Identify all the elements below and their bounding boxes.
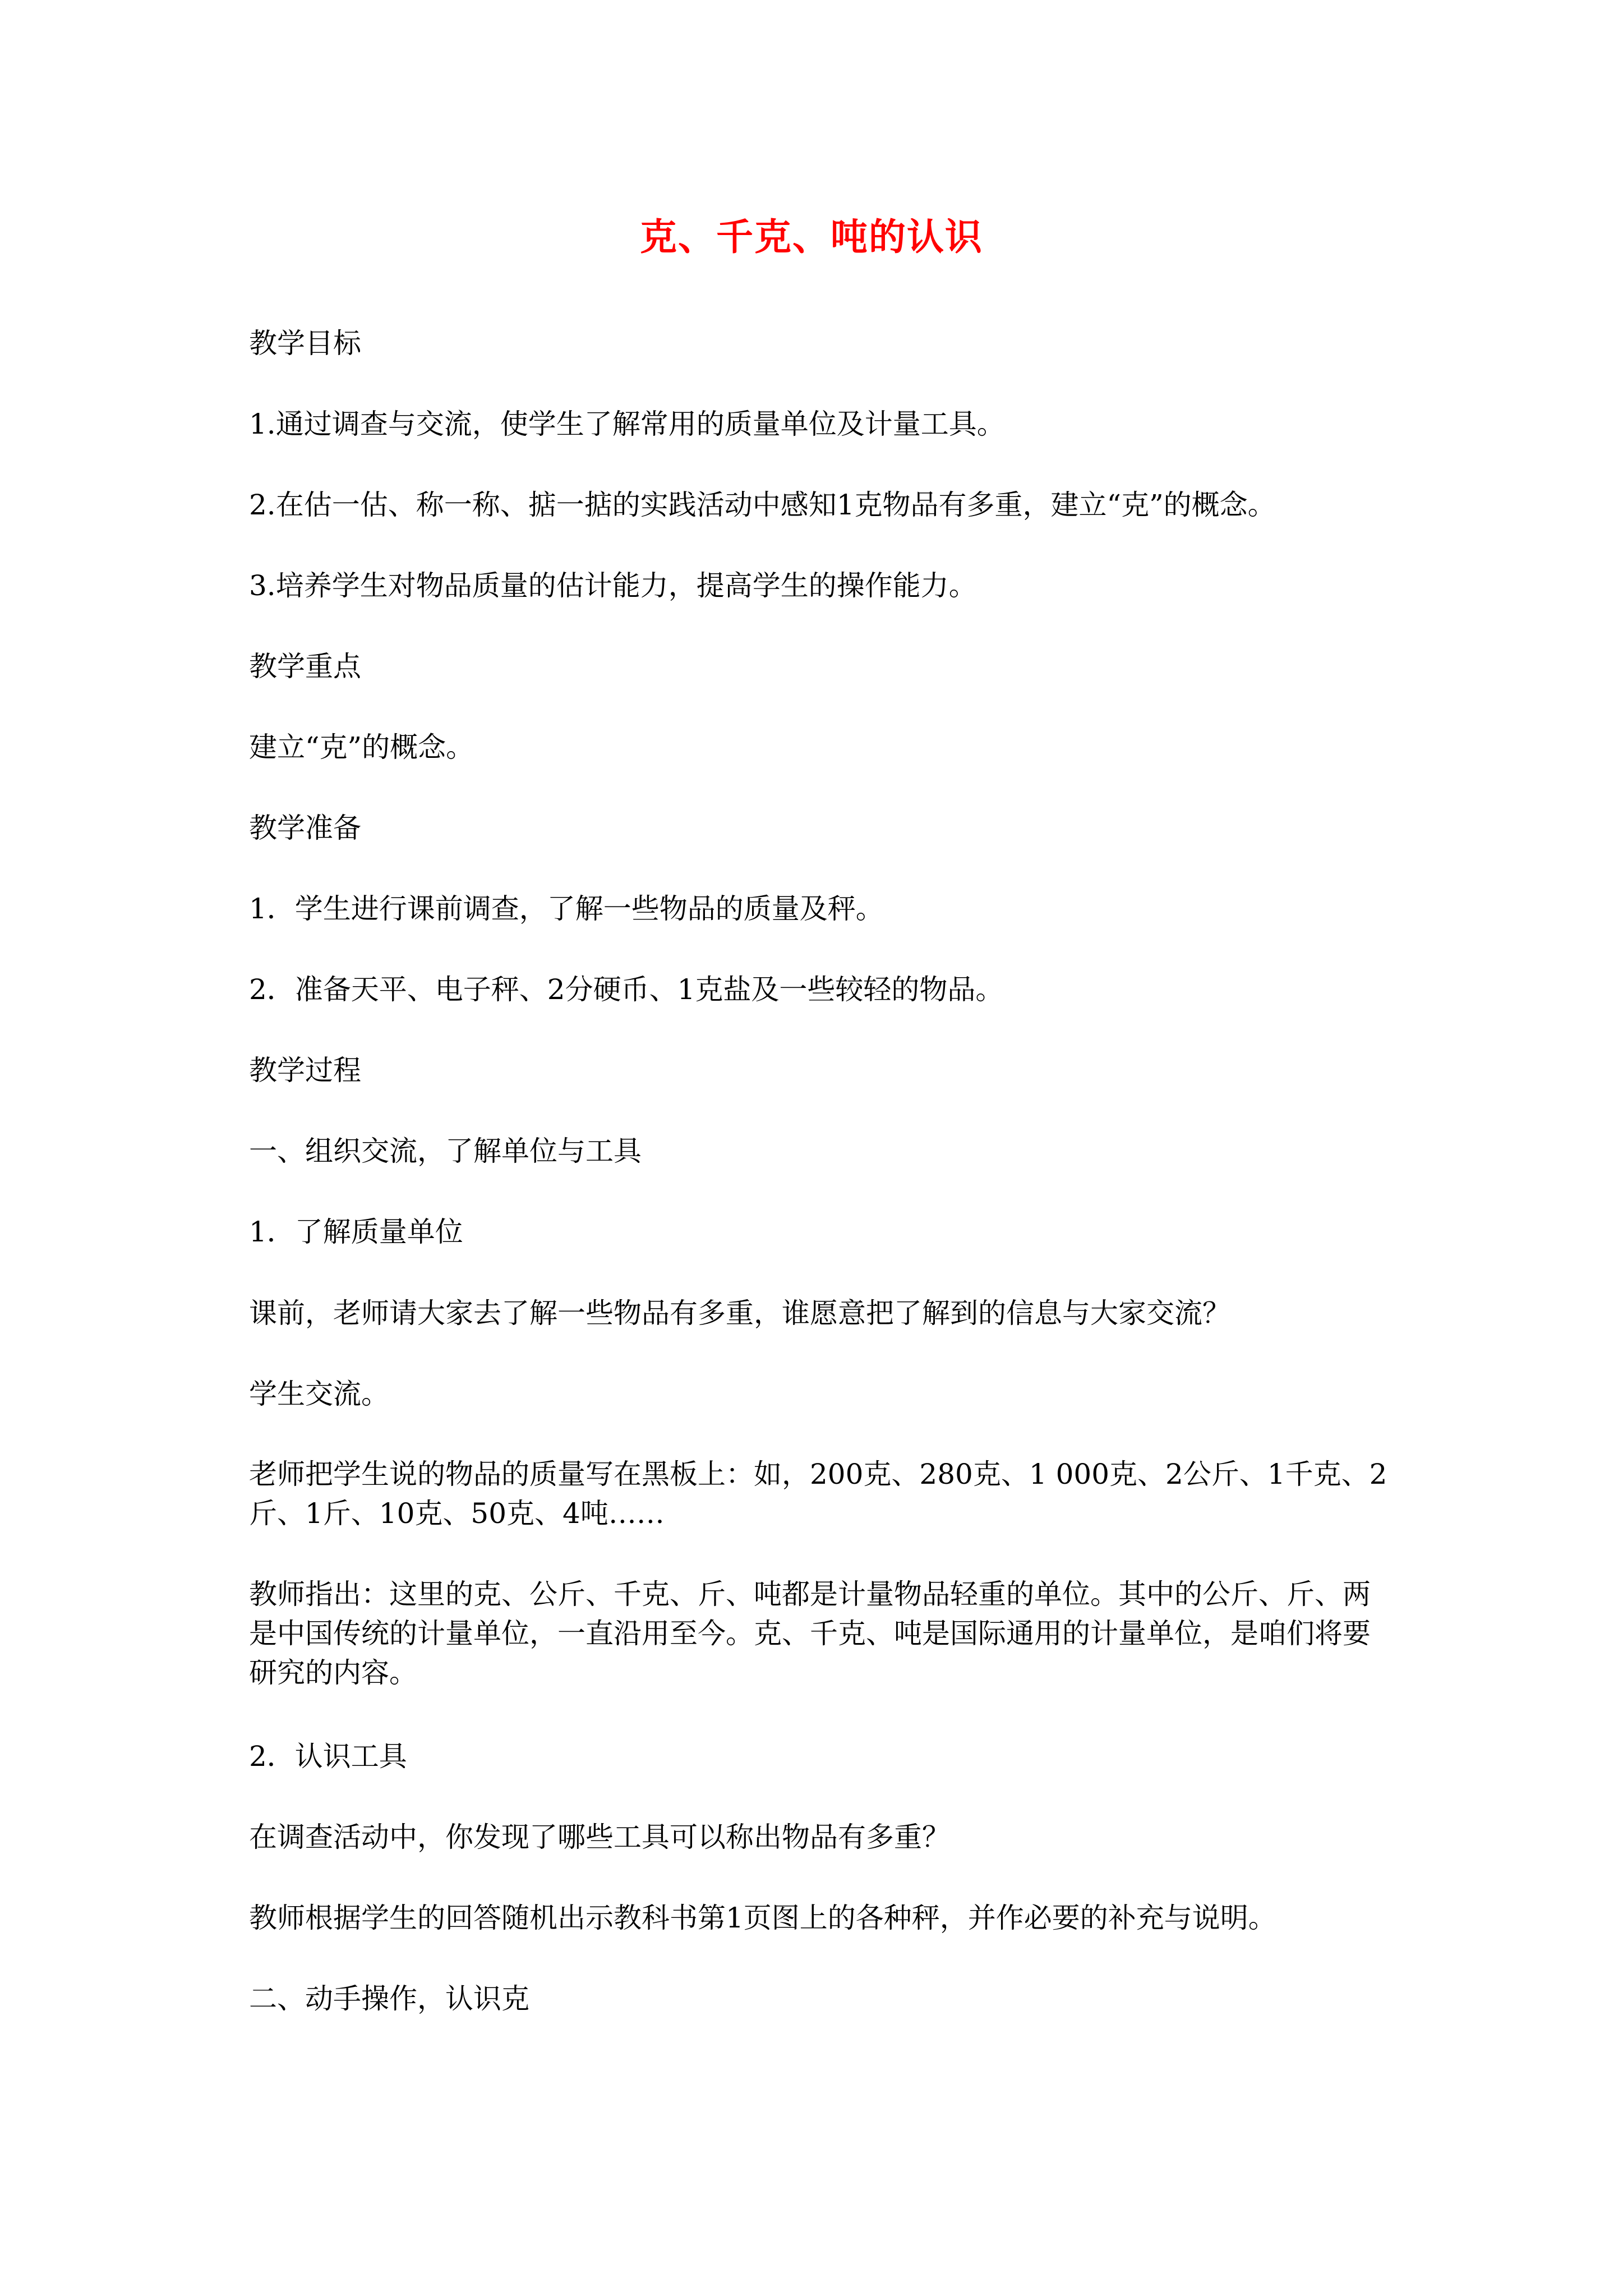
paragraph-objective-2: 2.在估一估、称一称、掂一掂的实践活动中感知1克物品有多重，建立“克”的概念。 <box>249 489 1276 521</box>
section-heading-process: 教学过程 <box>249 1054 361 1087</box>
document-title: 克、千克、吨的认识 <box>640 215 983 259</box>
paragraph-objective-3: 3.培养学生对物品质量的估计能力，提高学生的操作能力。 <box>249 569 977 602</box>
paragraph-student-exchange: 学生交流。 <box>249 1378 389 1410</box>
paragraph-preparation-1: 1．学生进行课前调查，了解一些物品的质量及秤。 <box>249 892 884 925</box>
section-heading-preparation: 教学准备 <box>249 812 361 844</box>
paragraph-sub-1: 1．了解质量单位 <box>249 1216 463 1248</box>
paragraph-step-1-heading: 一、组织交流，了解单位与工具 <box>249 1135 642 1167</box>
section-heading-key-point: 教学重点 <box>249 650 361 683</box>
paragraph-preparation-2: 2．准备天平、电子秤、2分硬币、1克盐及一些较轻的物品。 <box>249 973 1004 1006</box>
paragraph-sub-2: 2．认识工具 <box>249 1740 407 1773</box>
paragraph-teacher-explanation: 教师指出：这里的克、公斤、千克、斤、吨都是计量物品轻重的单位。其中的公斤、斤、两是中国传统的计量单位，一直沿用至今。克、千克、吨是国际通用的计量单位，是咱们将要研究的内容。 <box>249 1578 1371 1689</box>
paragraph-step-2-heading: 二、动手操作，认识克 <box>249 1982 529 2015</box>
paragraph-objective-1: 1.通过调查与交流，使学生了解常用的质量单位及计量工具。 <box>249 408 1005 440</box>
paragraph-textbook-scales: 教师根据学生的回答随机出示教科书第1页图上的各种秤，并作必要的补充与说明。 <box>249 1902 1276 1934</box>
paragraph-tools-question: 在调查活动中，你发现了哪些工具可以称出物品有多重？ <box>249 1821 950 1853</box>
paragraph-teacher-question: 课前，老师请大家去了解一些物品有多重，谁愿意把了解到的信息与大家交流？ <box>249 1297 1230 1329</box>
paragraph-key-point: 建立“克”的概念。 <box>249 731 474 763</box>
paragraph-blackboard-examples: 老师把学生说的物品的质量写在黑板上：如，200克、280克、1 000克、2公斤、1千克、2斤、1斤、10克、50克、4吨…… <box>249 1458 1387 1530</box>
section-heading-objectives: 教学目标 <box>249 327 361 360</box>
